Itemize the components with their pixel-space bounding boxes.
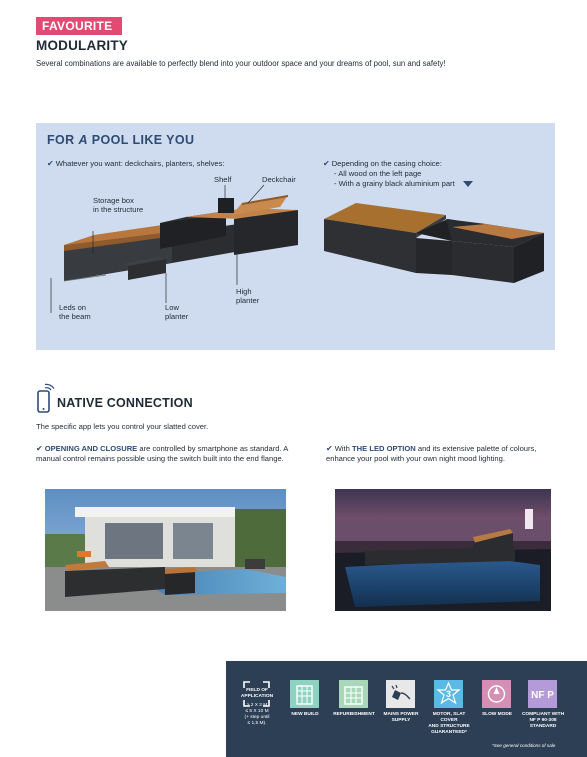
opening-closure-text: ✔ OPENING AND CLOSURE are controlled by smartphone as standard. A manual control remains possible using the switch built into the end flange. [36, 444, 288, 464]
new-build-label: NEW BUILD [291, 712, 319, 717]
modularity-title: MODULARITY [36, 38, 128, 53]
field-values: ≥ 2 X 2 M ≤ 5 X 10 M (+ step until ≤ 1,5 M). [244, 703, 270, 726]
check-icon: ✔ [36, 444, 43, 453]
night-pool-photo [335, 489, 551, 611]
power-plug-icon [386, 680, 415, 708]
right-point: ✔ Depending on the casing choice: - All wood on the left page - With a grainy black aluminium part [323, 159, 473, 189]
slow-mode-label: SLOW MODE [481, 712, 513, 717]
label-shelf: Shelf [214, 175, 232, 184]
new-build-icon [290, 680, 319, 708]
nf-standard-label: COMPLIANT WITH NF P 90-308 STANDARD [521, 712, 565, 729]
led-option-text: ✔ With THE LED OPTION and its extensive palette of colours, enhance your pool with your own night mood lighting. [326, 444, 537, 464]
smartphone-icon [36, 382, 56, 414]
footnote: *See general conditions of sale [492, 743, 556, 748]
label-leds: Leds on the beam [59, 303, 91, 322]
villa-pool-photo [45, 489, 286, 611]
label-low-planter: Low planter [165, 303, 189, 322]
guarantee-star-icon [434, 680, 463, 708]
check-icon: ✔ [323, 159, 330, 168]
slow-mode-icon [482, 680, 511, 708]
nf-mark: NF P [531, 690, 554, 701]
native-connection-intro: The specific app lets you control your slatted cover. [36, 422, 209, 431]
panel-title: FOR A POOL LIKE YOU [47, 133, 195, 147]
pool-config-panel [36, 123, 555, 350]
modular-bench-illustration [36, 123, 555, 350]
check-icon: ✔ [47, 159, 54, 168]
years-value: 3 [445, 689, 452, 699]
check-icon: ✔ [326, 444, 333, 453]
right-sub-1: - All wood on the left page [334, 169, 422, 179]
favourite-badge [36, 17, 122, 35]
refurbishment-label: REFURBISHMENT [333, 712, 375, 717]
native-connection-title: NATIVE CONNECTION [57, 396, 193, 410]
favourite-label: FAVOURITE [42, 19, 113, 33]
field-title: FIELD OF APPLICATION [240, 688, 274, 699]
label-deckchair: Deckchair [262, 175, 296, 184]
label-storage: Storage box in the structure [93, 196, 144, 215]
features-strip [226, 661, 587, 757]
right-sub-2: - With a grainy black aluminium part [323, 179, 473, 189]
modularity-intro: Several combinations are available to perfectly blend into your outdoor space and your dreams of pool, sun and safety! [36, 59, 446, 68]
guarantee-label: MOTOR, SLAT COVER AND STRUCTURE GUARANTEED* [428, 712, 470, 735]
refurbishment-icon [339, 680, 368, 708]
mains-power-label: MAINS POWER SUPPLY [383, 712, 419, 723]
label-high-planter: High planter [236, 287, 260, 306]
left-point: ✔ Whatever you want: deckchairs, planters, shelves: [47, 159, 225, 168]
nf-standard-icon [528, 680, 557, 708]
